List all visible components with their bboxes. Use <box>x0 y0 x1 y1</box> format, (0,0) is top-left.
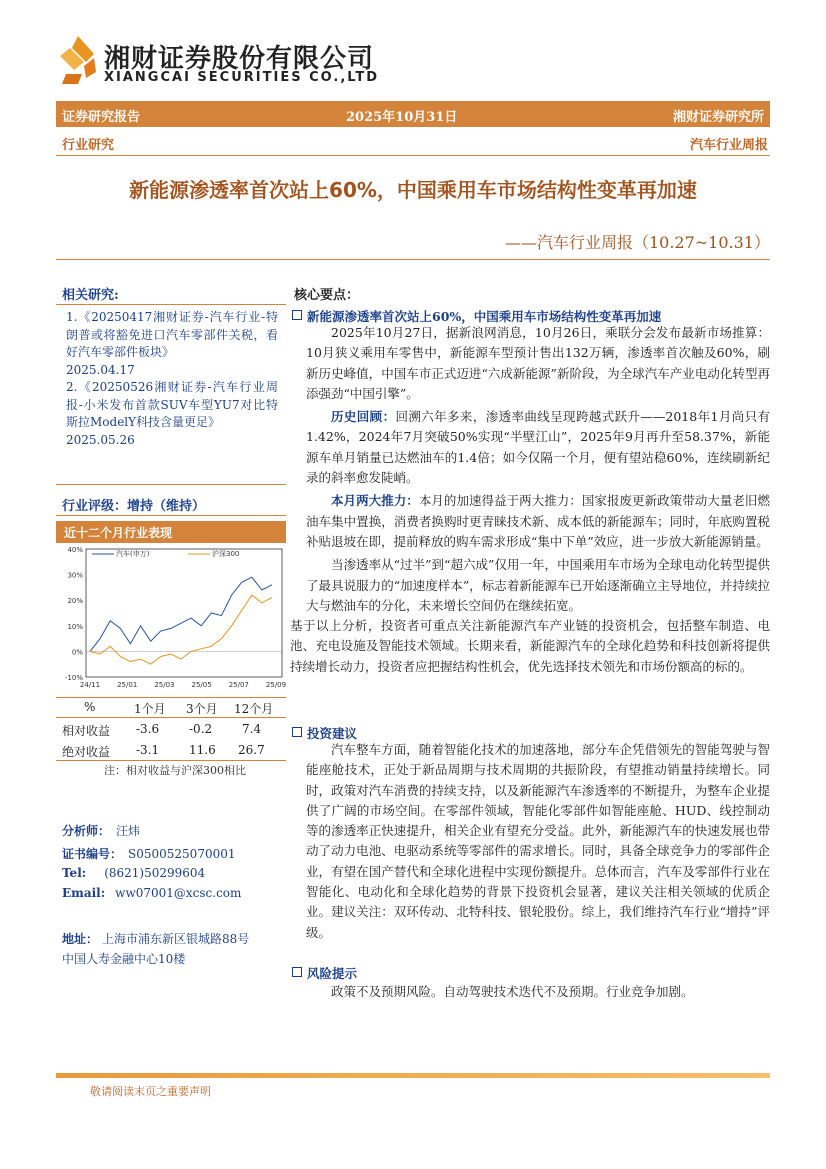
table-header: 3个月 <box>186 702 218 716</box>
chart-title-bar <box>56 521 286 543</box>
section-title: 投资建议 <box>307 726 358 741</box>
address-line-1: 上海市浦东新区银城路88号 <box>102 932 250 946</box>
company-logo <box>56 34 98 86</box>
y-tick-label: 30% <box>67 571 83 580</box>
table-cell: -3.1 <box>136 743 160 757</box>
legend-label: 沪深300 <box>212 550 240 558</box>
section-title: 新能源渗透率首次站上60%，中国乘用车市场结构性变革再加速 <box>307 309 662 324</box>
x-tick-label: 25/03 <box>154 681 175 689</box>
table-cell: 11.6 <box>189 743 216 757</box>
analyst-name: 汪炜 <box>116 824 141 838</box>
cert-label: 证书编号： <box>62 847 123 861</box>
company-name-en: XIANGCAI SECURITIES CO.,LTD <box>104 70 380 85</box>
report-type: 证券研究报告 <box>62 110 141 125</box>
y-tick-label: -10% <box>64 674 83 682</box>
y-tick-label: 20% <box>67 597 83 606</box>
table-header: 12个月 <box>234 702 274 716</box>
checkbox-icon <box>292 967 302 977</box>
paragraph-lead: 历史回顾： <box>331 409 396 425</box>
address-line <box>62 930 249 947</box>
table-header: % <box>84 700 96 714</box>
chart-plot-area <box>86 549 282 677</box>
header-bar <box>56 101 770 127</box>
table-note: 注：相对收益与沪深300相比 <box>104 764 246 777</box>
table-cell: -3.6 <box>136 722 160 736</box>
cert-line <box>62 845 236 862</box>
rating-divider <box>56 515 286 516</box>
x-tick-label: 25/09 <box>265 681 286 689</box>
y-tick-label: 40% <box>67 546 83 554</box>
tel-line <box>62 866 205 880</box>
related-list <box>66 309 278 449</box>
related-item-text[interactable]: 2.《20250526湘财证券-汽车行业周报-小米发布首款SUV车型YU7对比特斯拉ModelY科技含量更足》 <box>66 380 278 429</box>
address-label: 地址： <box>62 932 99 946</box>
title-divider <box>56 259 770 260</box>
x-tick-label: 25/01 <box>117 681 138 689</box>
core-points-title: 核心要点： <box>294 288 360 303</box>
email-address[interactable]: ww07001@xcsc.com <box>115 886 242 900</box>
table-cell: 7.4 <box>242 722 262 736</box>
x-tick-label: 25/05 <box>191 681 212 689</box>
related-bottom-divider <box>56 484 286 485</box>
tel-number[interactable]: (8621)50299604 <box>104 866 206 880</box>
performance-table <box>56 697 286 761</box>
analyst-line <box>62 822 140 839</box>
table-row <box>56 720 286 739</box>
industry-rating: 行业评级：增持（维持） <box>62 499 206 514</box>
paragraph: 当渗透率从“过半”到“超六成”仅用一年，中国乘用车市场为全球电动化转型提供了最具说服力的“加速度样本”，标志着新能源车已开始逐渐确立主导地位，并持续拉大与燃油车的分化，未来增长空间仍在继续拓宽。 <box>306 557 770 613</box>
institute: 湘财证券研究所 <box>672 110 764 125</box>
table-cell: 绝对收益 <box>62 745 111 759</box>
table-cell: 相对收益 <box>62 724 111 738</box>
email-line <box>62 886 241 900</box>
section-title: 风险提示 <box>307 966 358 981</box>
section-body <box>290 323 770 677</box>
related-item-date: 2025.04.17 <box>66 362 135 377</box>
report-series: 汽车行业周报 <box>689 138 768 153</box>
paragraph: 基于以上分析，投资者可重点关注新能源汽车产业链的投资机会，包括整车制造、电池、充电设施及智能技术领域。长期来看，新能源汽车的全球化趋势和科技创新将提供持续增长动力，投资者应把握结构性机会，优先选择技术领先和市场份额高的标的。 <box>290 618 770 674</box>
category-bar <box>56 127 770 156</box>
industry-performance-chart <box>56 543 286 693</box>
table-header: 1个月 <box>134 702 166 716</box>
email-label: Email: <box>62 886 106 900</box>
related-divider <box>56 304 286 305</box>
address-line-2-text: 中国人寿金融中心10楼 <box>62 952 186 966</box>
section-heading <box>292 964 357 982</box>
related-title: 相关研究: <box>62 288 119 303</box>
paragraph-text: 回溯六年多来，渗透率曲线呈现跨越式跃升——2018年1月尚只有1.42%，2024年7月突破50%实现“半壁江山”，2025年9月再升至58.37%，新能源车单月销量已达燃油车的1.4倍；如今仅隔一个月，便有望站稳60%，连续刷新纪录的斜率愈发陡峭。 <box>306 409 770 486</box>
x-tick-label: 25/07 <box>228 681 249 689</box>
related-item-text[interactable]: 1.《20250417湘财证券-汽车行业-特朗普或将豁免进口汽车零部件关税，看好汽车零部件板块》 <box>66 310 278 359</box>
page-title: 新能源渗透率首次站上60%，中国乘用车市场结构性变革再加速 <box>129 178 697 202</box>
cert-number: S0500525070001 <box>128 847 236 861</box>
section-body <box>306 740 770 943</box>
y-tick-label: 10% <box>67 622 83 631</box>
paragraph-lead: 本月两大推力： <box>331 493 419 509</box>
footer-bar <box>56 1073 770 1078</box>
y-tick-label: 0% <box>71 648 83 657</box>
related-item-date: 2025.05.26 <box>66 432 135 447</box>
tel-label: Tel: <box>62 866 87 880</box>
table-cell: -0.2 <box>189 722 213 736</box>
paragraph-text: 本月的加速得益于两大推力：国家报废更新政策带动大量老旧燃油车集中置换，消费者换购时更青睐技术新、成本低的新能源车；同时，年底购置税补贴退坡在即，提前释放的购车需求形成“集中下单”效应，进一步放大新能源销量。 <box>306 493 770 549</box>
table-row <box>56 741 286 761</box>
address-line-2 <box>62 950 185 967</box>
checkbox-icon <box>292 310 302 320</box>
x-tick-label: 24/11 <box>79 681 101 689</box>
checkbox-icon <box>292 727 302 737</box>
category: 行业研究 <box>62 138 115 153</box>
legend-label: 汽车(申万) <box>116 550 150 558</box>
company-name-cn: 湘财证券股份有限公司 <box>104 44 375 74</box>
table-header-row <box>56 697 286 718</box>
paragraph: 汽车整车方面，随着智能化技术的加速落地，部分车企凭借领先的智能驾驶与智能座舱技术，正处于新品周期与技术周期的共振阶段，有望推动销量持续增长。同时，政策对汽车消费的持续支持，以及新能源汽车渗透率的不断提升，为整车企业提供了广阔的市场空间。在零部件领域，智能化零部件如智能座舱、HUD、线控制动等的渗透率正快速提升，相关企业有望充分受益。此外，新能源汽车的快速发展也带动了动力电池、电驱动系统等零部件的需求增长。同时，具备全球竞争力的零部件企业，有望在国产替代和全球化进程中实现份额提升。总体而言，汽车及零部件行业在智能化、电动化和全球化趋势的背景下投资机会显著，建议关注相关领域的优质企业。建议关注：双环传动、北特科技、银轮股份。综上，我们维持汽车行业“增持”评级。 <box>306 742 770 940</box>
analyst-label: 分析师： <box>62 824 111 838</box>
chart-title: 近十二个月行业表现 <box>64 526 173 540</box>
paragraph: 2025年10月27日，据新浪网消息，10月26日，乘联分会发布最新市场推算：10月狭义乘用车零售中，新能源车型预计售出132万辆，渗透率首次触及60%，刷新历史峰值，中国车市正式迈进“六成新能源”新阶段，为全球汽车产业电动化转型再添强劲“中国引擎”。 <box>306 325 770 401</box>
page-subtitle: ——汽车行业周报（10.27~10.31） <box>504 233 770 252</box>
paragraph: 政策不及预期风险。自动驾驶技术迭代不及预期。行业竞争加剧。 <box>331 984 694 999</box>
table-cell: 26.7 <box>238 743 265 757</box>
footer-disclaimer[interactable]: 敬请阅读末页之重要声明 <box>90 1085 211 1098</box>
paragraph <box>306 491 770 552</box>
section-body <box>306 982 770 1002</box>
report-date: 2025年10月31日 <box>346 110 458 125</box>
paragraph <box>306 407 770 488</box>
